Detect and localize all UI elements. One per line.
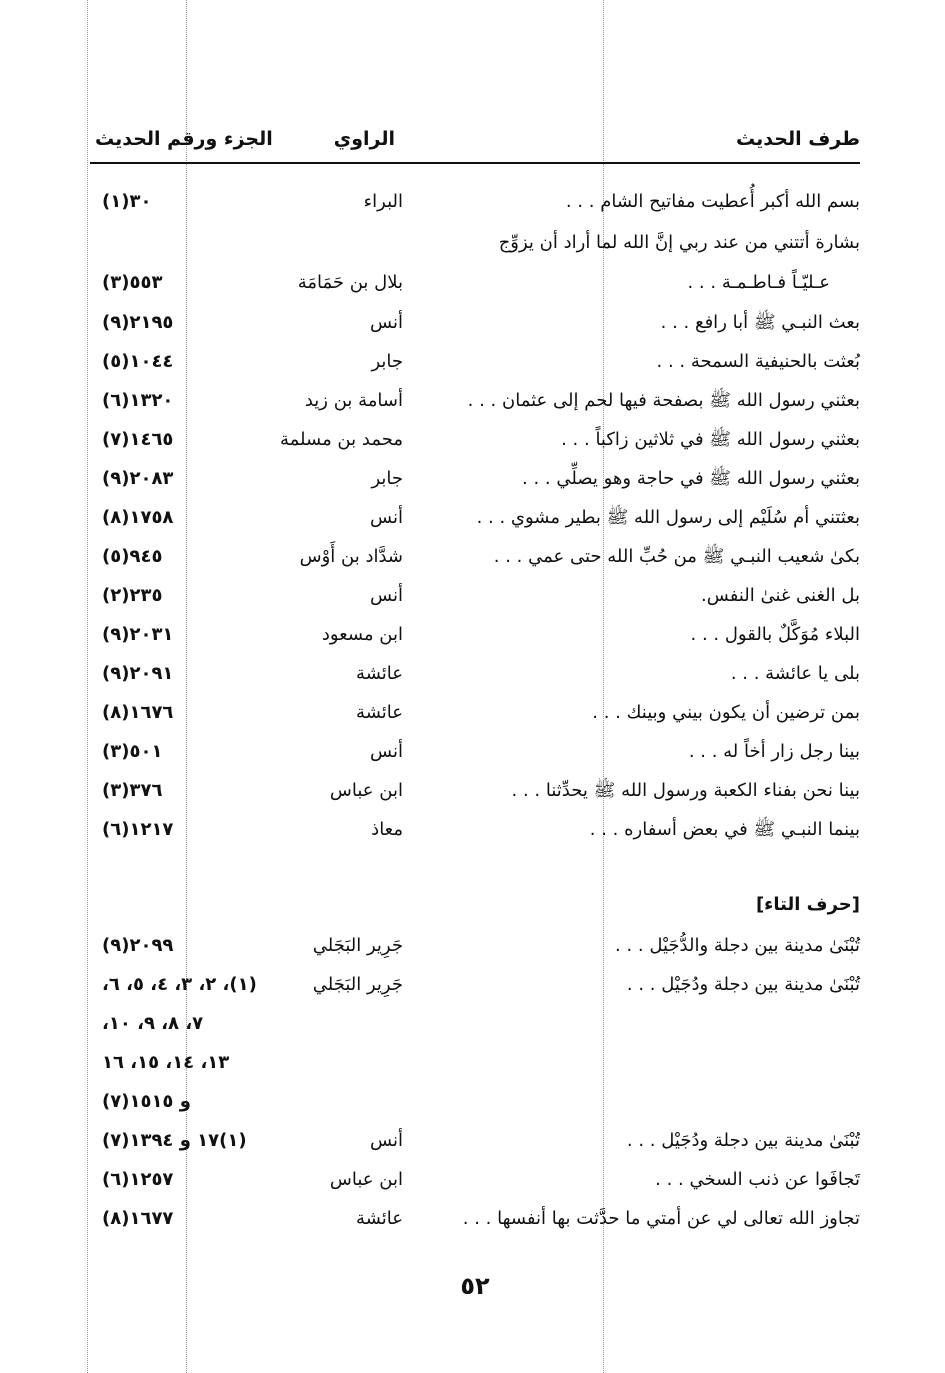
table-row — [90, 1200, 860, 1238]
narrator-name: عائشة — [356, 663, 403, 684]
narrator-name: أنس — [370, 585, 403, 606]
hadith-text: بُعثت بالحنيفية السمحة . . . — [656, 351, 860, 372]
hadith-text: بعث النبـي ﷺ أبا رافع . . . — [660, 312, 860, 333]
hadith-text: تَجافَوا عن ذنب السخي . . . — [655, 1169, 860, 1190]
table-row — [90, 811, 860, 849]
column-header-hadith: طرف الحديث — [736, 128, 860, 150]
reference-number: ٢٠٣١(٩) — [102, 624, 174, 645]
table-row — [90, 1044, 860, 1082]
hadith-text: بمن ترضين أن يكون بيني وبينك . . . — [592, 702, 860, 723]
table-row — [90, 183, 860, 221]
table-row — [90, 499, 860, 537]
hadith-text: بينا نحن بفناء الكعبة ورسول الله ﷺ يحدِّثنا . . . — [511, 780, 860, 801]
hadith-text: بل الغنى غنىٰ النفس. — [701, 585, 860, 606]
reference-number: ١٤٦٥(٧) — [102, 429, 174, 450]
narrator-name: محمد بن مسلمة — [280, 429, 403, 450]
column-header-reference: الجزء ورقم الحديث — [95, 128, 273, 150]
narrator-name: أنس — [370, 1130, 403, 1151]
reference-number: ١٦٧٦(٨) — [102, 702, 174, 723]
narrator-name: ابن عباس — [329, 1169, 403, 1190]
table-row — [90, 460, 860, 498]
reference-number: (١)، ٢، ٣، ٤، ٥، ٦، — [102, 974, 257, 995]
table-row — [90, 304, 860, 342]
reference-number: ١٣٢٠(٦) — [102, 390, 174, 411]
header-rule — [90, 162, 860, 164]
table-row — [90, 264, 860, 302]
reference-number: و ١٥١٥(٧) — [102, 1091, 191, 1112]
narrator-name: ابن مسعود — [321, 624, 403, 645]
narrator-name: عائشة — [356, 702, 403, 723]
hadith-text: البلاء مُوَكَّلٌ بالقول . . . — [690, 624, 860, 645]
reference-number: ١٣، ١٤، ١٥، ١٦ — [102, 1052, 230, 1073]
narrator-name: أسامة بن زيد — [304, 390, 403, 411]
reference-number: ٥٠١(٣) — [102, 741, 163, 762]
table-row — [90, 1005, 860, 1043]
narrator-name: جَرِير البَجَلي — [312, 935, 403, 956]
reference-number: ١٦٧٧(٨) — [102, 1208, 174, 1229]
reference-number: ١٢١٧(٦) — [102, 819, 174, 840]
hadith-text: بعثني رسول الله ﷺ بصفحة فيها لحم إلى عثمان . . . — [467, 390, 860, 411]
reference-number: ١٧٥٨(٨) — [102, 507, 174, 528]
reference-number: ٢١٩٥(٩) — [102, 312, 174, 333]
reference-number: ١٠٤٤(٥) — [102, 351, 174, 372]
reference-number: ١٢٥٧(٦) — [102, 1169, 174, 1190]
narrator-name: شدَّاد بن أَوْس — [299, 546, 403, 567]
narrator-name: أنس — [370, 741, 403, 762]
hadith-text: تُبْنَىٰ مدينة بين دجلة ودُجَيْل . . . — [626, 1130, 860, 1151]
hadith-text: بعثني رسول الله ﷺ في ثلاثين زاكباً . . . — [561, 429, 860, 450]
table-row — [90, 421, 860, 459]
reference-number: ٣٧٦(٣) — [102, 780, 163, 801]
hadith-text: بعثتني أم سُلَيْم إلى رسول الله ﷺ بطير مشوي . . . — [476, 507, 860, 528]
hadith-text: تُبْنَىٰ مدينة بين دجلة ودُجَيْل . . . — [626, 974, 860, 995]
narrator-name: أنس — [370, 507, 403, 528]
narrator-name: معاذ — [371, 819, 403, 840]
narrator-name: جابر — [371, 468, 403, 489]
table-row — [90, 382, 860, 420]
reference-number: (١)١٧ و ١٣٩٤(٧) — [102, 1130, 247, 1151]
table-row — [90, 772, 860, 810]
hadith-text: عـليّـاً فـاطـمـة . . . — [687, 272, 830, 293]
hadith-text: تُبْنَىٰ مدينة بين دجلة والدُّجَيْل . . . — [615, 935, 860, 956]
table-row — [90, 1161, 860, 1199]
reference-number: ٣٠(١) — [102, 191, 152, 212]
table-row — [90, 733, 860, 771]
table-row — [90, 927, 860, 965]
hadith-text: بكىٰ شعيب النبـي ﷺ من حُبِّ الله حتى عمي . . . — [493, 546, 860, 567]
reference-number: ٥٥٣(٣) — [102, 272, 163, 293]
table-row — [90, 655, 860, 693]
table-row — [90, 343, 860, 381]
narrator-name: البراء — [363, 191, 403, 212]
table-row — [90, 616, 860, 654]
table-row — [90, 694, 860, 732]
reference-number: ٩٤٥(٥) — [102, 546, 163, 567]
table-header — [90, 124, 860, 158]
column-header-narrator: الراوي — [333, 128, 395, 150]
hadith-text: تجاوز الله تعالى لي عن أمتي ما حدَّثت بها أنفسها . . . — [462, 1208, 860, 1229]
narrator-name: جَرِير البَجَلي — [312, 974, 403, 995]
dotted-guide-line — [87, 0, 88, 1373]
hadith-text: بينا رجل زار أخاً له . . . — [688, 741, 860, 762]
narrator-name: جابر — [371, 351, 403, 372]
hadith-text: بعثني رسول الله ﷺ في حاجة وهو يصلِّي . . . — [522, 468, 860, 489]
table-row — [90, 966, 860, 1004]
table-row — [90, 224, 860, 262]
table-row — [90, 577, 860, 615]
narrator-name: عائشة — [356, 1208, 403, 1229]
reference-number: ٧، ٨، ٩، ١٠، — [102, 1013, 204, 1034]
table-row — [90, 1122, 860, 1160]
narrator-name: ابن عباس — [329, 780, 403, 801]
hadith-text: بشارة أتتني من عند ربي إنَّ الله لما أراد أن يزوِّج — [498, 232, 860, 253]
hadith-text: بسم الله أكبر أُعطيت مفاتيح الشام . . . — [565, 191, 860, 212]
reference-number: ٢٠٩٩(٩) — [102, 935, 174, 956]
table-row — [90, 1083, 860, 1121]
narrator-name: بلال بن حَمَامَة — [297, 272, 403, 293]
hadith-text: بلى يا عائشة . . . — [730, 663, 860, 684]
page-number: ٥٢ — [460, 1272, 490, 1300]
reference-number: ٢٠٩١(٩) — [102, 663, 174, 684]
hadith-text: بينما النبـي ﷺ في بعض أسفاره . . . — [589, 819, 860, 840]
reference-number: ٢٠٨٣(٩) — [102, 468, 174, 489]
table-row — [90, 538, 860, 576]
reference-number: ٢٣٥(٢) — [102, 585, 163, 606]
narrator-name: أنس — [370, 312, 403, 333]
section-heading: [حرف التاء] — [755, 894, 860, 915]
